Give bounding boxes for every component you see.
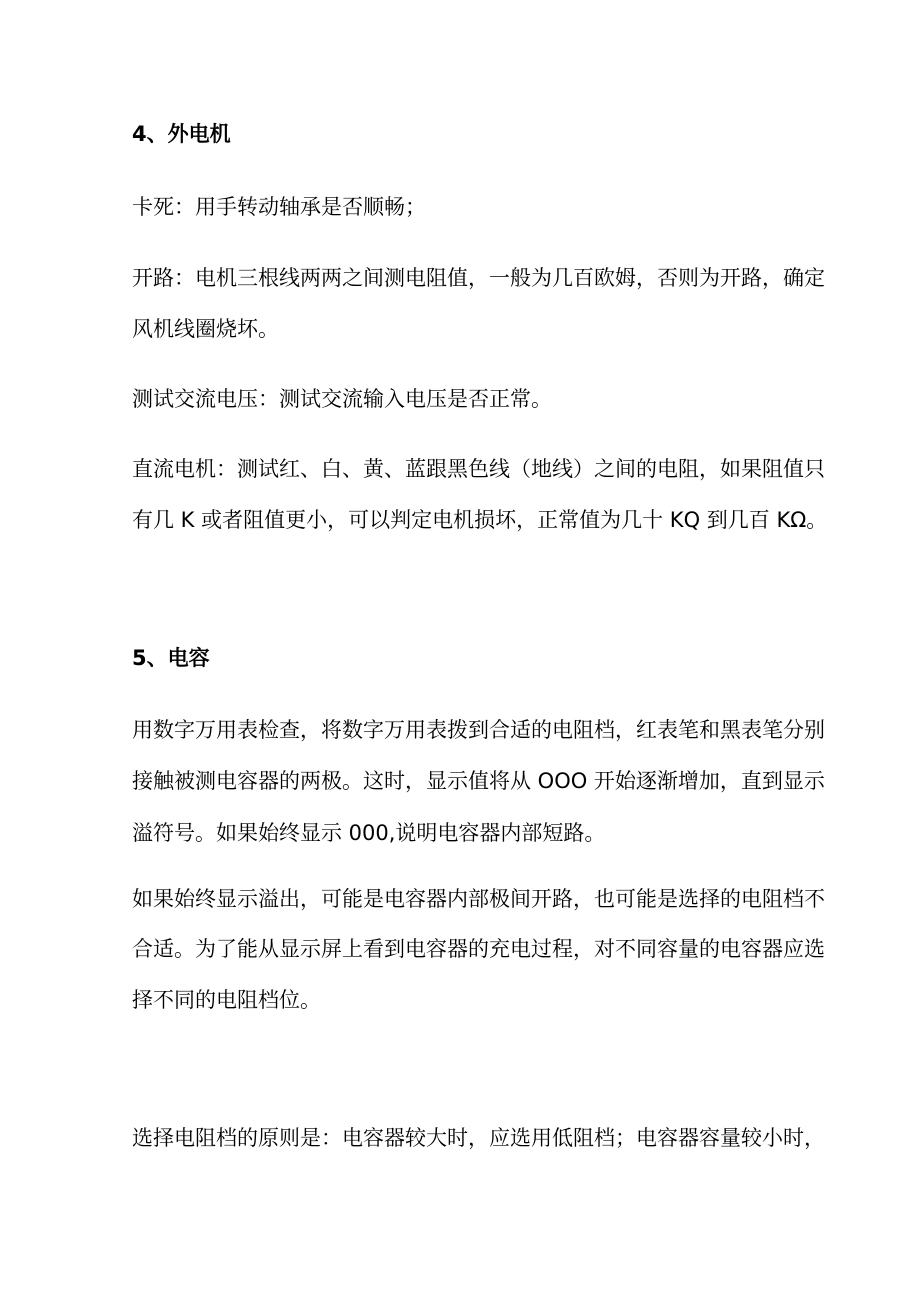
section-5-para-1-line-1: 用数字万用表检查，将数字万用表拨到合适的电阻档，红表笔和黑表笔分别 <box>132 718 825 742</box>
section-5-para-2-line-3: 择不同的电阻档位。 <box>132 988 321 1012</box>
section-5-para-1-line-2: 接触被测电容器的两极。这时，显示值将从 OOO 开始逐渐增加，直到显示 <box>132 769 825 793</box>
section-4-para-2-line-1: 开路：电机三根线两两之间测电阻值，一般为几百欧姆，否则为开路，确定 <box>132 266 825 290</box>
section-4-para-4-line-1: 直流电机：测试红、白、黄、蓝跟黑色线（地线）之间的电阻，如果阻值只 <box>132 457 825 481</box>
section-5-para-3-line-1: 选择电阻档的原则是：电容器较大时，应选用低阻档；电容器容量较小时， <box>132 1126 825 1150</box>
section-4-para-4-line-2: 有几 K 或者阻值更小，可以判定电机损坏，正常值为几十 KQ 到几百 KΩ。 <box>132 508 828 532</box>
section-4-heading: 4、外电机 <box>132 122 231 146</box>
section-4-para-3-line-1: 测试交流电压：测试交流输入电压是否正常。 <box>132 387 552 411</box>
section-5-heading: 5、电容 <box>132 646 210 670</box>
section-4-para-1-line-1: 卡死：用手转动轴承是否顺畅； <box>132 195 426 219</box>
section-5-para-1-line-3: 溢符号。如果始终显示 000,说明电容器内部短路。 <box>132 821 606 845</box>
section-5-para-2-line-2: 合适。为了能从显示屏上看到电容器的充电过程，对不同容量的电容器应选 <box>132 937 825 961</box>
section-4-para-2-line-2: 风机线圈烧坏。 <box>132 317 279 341</box>
section-5-para-2-line-1: 如果始终显示溢出，可能是电容器内部极间开路，也可能是选择的电阻档不 <box>132 887 825 911</box>
